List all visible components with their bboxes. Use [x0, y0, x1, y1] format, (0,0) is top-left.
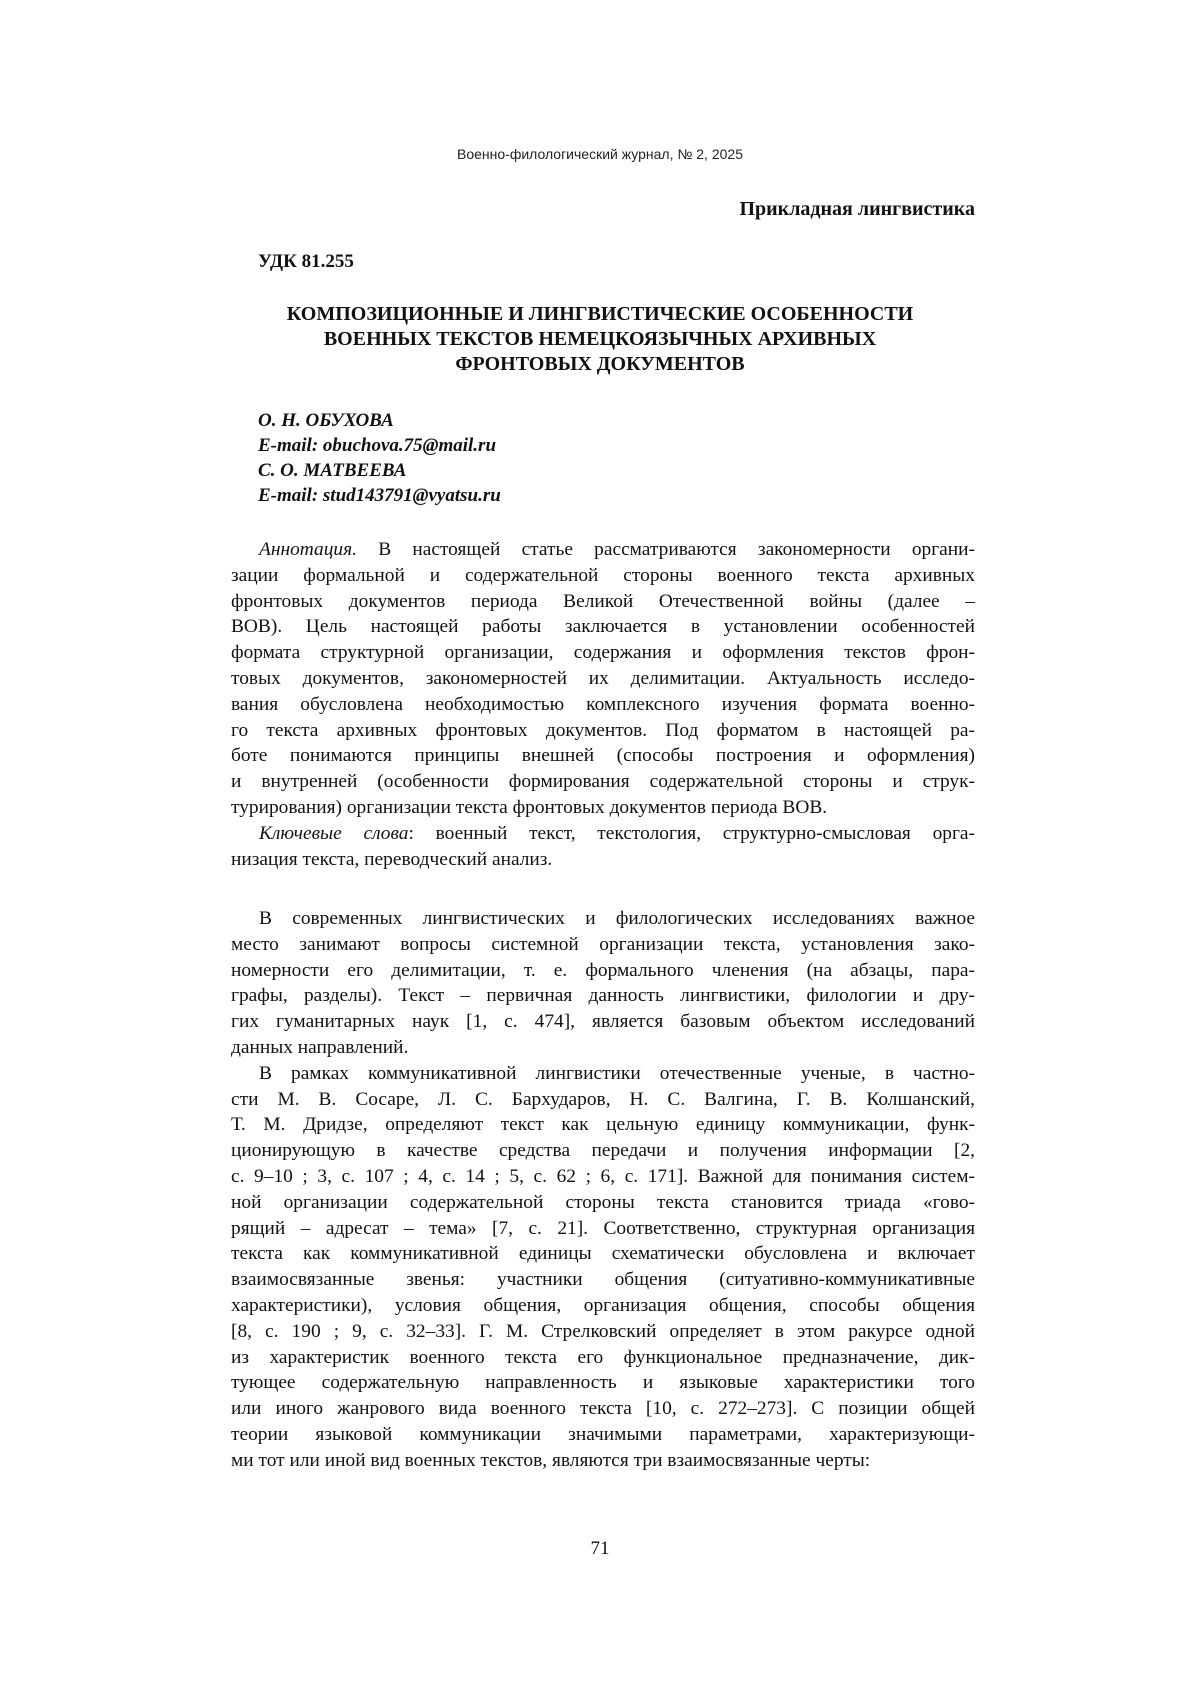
author-name: О. Н. ОБУХОВА: [258, 410, 394, 431]
body-line: с. 9–10 ; 3, с. 107 ; 4, с. 14 ; 5, с. 62 ; 6, с. 171]. Важной для понимания систем-: [231, 1165, 975, 1187]
keywords-line: низация текста, переводческий анализ.: [231, 848, 553, 870]
abstract-line: фронтовых документов периода Великой Отечественной войны (далее –: [231, 590, 975, 612]
title-line: ФРОНТОВЫХ ДОКУМЕНТОВ: [455, 353, 745, 375]
section-heading: Прикладная лингвистика: [739, 198, 975, 220]
title-line: КОМПОЗИЦИОННЫЕ И ЛИНГВИСТИЧЕСКИЕ ОСОБЕННОСТИ: [286, 303, 914, 325]
abstract-line: формата структурной организации, содержания и оформления текстов фрон-: [231, 642, 975, 664]
body-line: сти М. В. Сосаре, Л. С. Бархударов, Н. С. Валгина, Г. В. Колшанский,: [231, 1088, 975, 1110]
abstract-line: и внутренней (особенности формирования содержательной стороны и струк-: [231, 771, 975, 793]
keywords-line: Ключевые слова: военный текст, текстология, структурно-смысловая орга-: [259, 822, 975, 844]
author-name: С. О. МАТВЕЕВА: [258, 460, 407, 481]
body-line: место занимают вопросы системной организации текста, установления зако-: [231, 933, 975, 955]
body-line: данных направлений.: [231, 1036, 409, 1058]
body-line: характеристики), условия общения, организация общения, способы общения: [231, 1294, 975, 1316]
title-line: ВОЕННЫХ ТЕКСТОВ НЕМЕЦКОЯЗЫЧНЫХ АРХИВНЫХ: [323, 328, 877, 350]
udk-code: УДК 81.255: [258, 251, 354, 272]
author-email: E-mail: stud143791@vyatsu.ru: [258, 485, 501, 506]
body-line: ми тот или иной вид военных текстов, являются три взаимосвязанные черты:: [231, 1449, 871, 1471]
abstract: [231, 537, 975, 872]
abstract-line: Аннотация. В настоящей статье рассматриваются закономерности органи-: [259, 539, 975, 560]
body-line: рящий – адресат – тема» [7, с. 21]. Соответственно, структурная организация: [231, 1217, 975, 1239]
author-email: E-mail: obuchova.75@mail.ru: [258, 435, 497, 456]
abstract-line: зации формальной и содержательной стороны военного текста архивных: [231, 564, 975, 586]
abstract-line: турирования) организации текста фронтовых документов периода ВОВ.: [231, 796, 828, 818]
abstract-line: боте понимаются принципы внешней (способы построения и оформления): [231, 745, 975, 767]
abstract-line: го текста архивных фронтовых документов. Под форматом в настоящей ра-: [231, 719, 975, 741]
body-line: В рамках коммуникативной лингвистики отечественные ученые, в частно-: [259, 1062, 975, 1084]
body-line: В современных лингвистических и филологических исследованиях важное: [259, 908, 975, 929]
body-line: теории языковой коммуникации значимыми параметрами, характеризующи-: [231, 1423, 975, 1445]
body-line: ной организации содержательной стороны текста становится триада «гово-: [231, 1191, 975, 1213]
body-line: графы, разделы). Текст – первичная данность лингвистики, филологии и дру-: [231, 985, 975, 1007]
body-line: текста как коммуникативной единицы схематически обусловлена и включает: [231, 1243, 975, 1265]
abstract-line: вания обусловлена необходимостью комплексного изучения формата военно-: [231, 693, 975, 715]
abstract-label: Аннотация.: [259, 539, 357, 560]
body-line: тующее содержательную направленность и языковые характеристики того: [231, 1372, 975, 1394]
body-line: [8, с. 190 ; 9, с. 32–33]. Г. М. Стрелковский определяет в этом ракурсе одной: [231, 1320, 975, 1342]
authors-block: [258, 408, 501, 508]
abstract-line: ВОВ). Цель настоящей работы заключается в установлении особенностей: [231, 616, 975, 638]
body-line: взаимосвязанные звенья: участники общения (ситуативно-коммуникативные: [231, 1269, 975, 1291]
page-number: 71: [590, 1538, 610, 1559]
journal-header: Военно-филологический журнал, № 2, 2025: [457, 146, 743, 162]
body-line: Т. М. Дридзе, определяют текст как цельную единицу коммуникации, функ-: [231, 1114, 975, 1136]
body-line: ционирующую в качестве средства передачи и получения информации [2,: [231, 1140, 975, 1162]
body-line: номерности его делимитации, т. е. формального членения (на абзацы, пара-: [231, 959, 975, 981]
abstract-line: товых документов, закономерностей их делимитации. Актуальность исследо-: [231, 667, 975, 689]
article-title: [225, 302, 975, 377]
article-body: [231, 906, 975, 1474]
body-line: гих гуманитарных наук [1, с. 474], является базовым объектом исследований: [231, 1011, 975, 1033]
body-line: из характеристик военного текста его функциональное предназначение, дик-: [231, 1346, 975, 1368]
body-line: или иного жанрового вида военного текста [10, с. 272–273]. С позиции общей: [231, 1398, 975, 1420]
keywords-label: Ключевые слова: [259, 822, 409, 844]
